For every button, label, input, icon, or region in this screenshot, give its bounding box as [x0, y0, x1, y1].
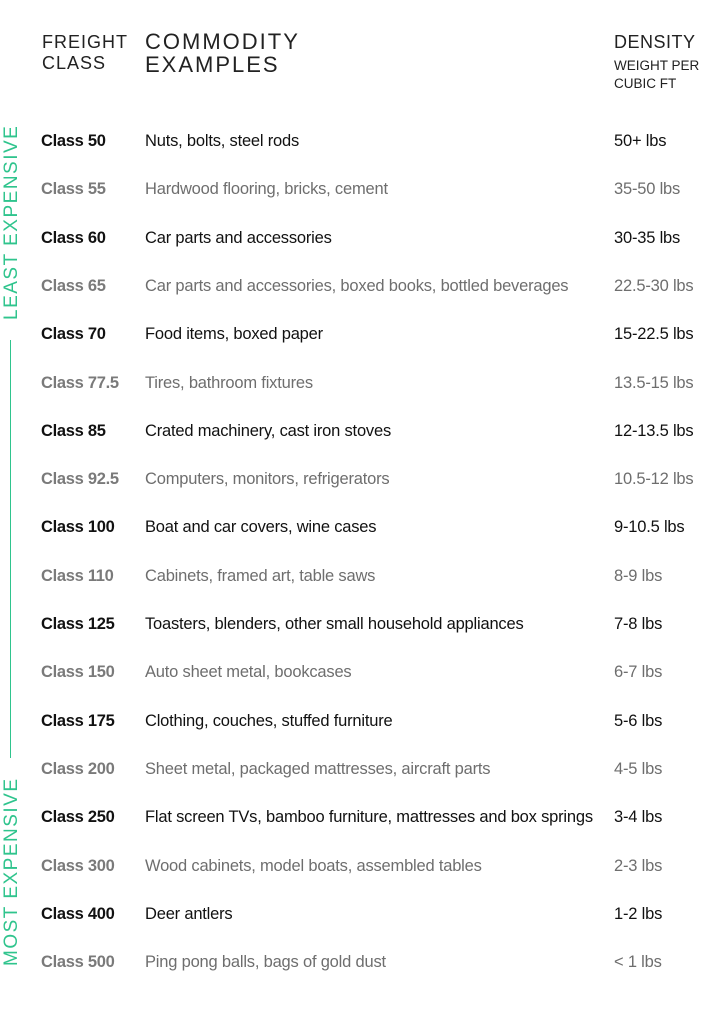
- density-cell: 7-8 lbs: [614, 615, 663, 633]
- most-expensive-label: MOST EXPENSIVE: [1, 777, 22, 966]
- freight-class-cell: Class 250: [41, 808, 115, 827]
- commodity-examples-cell: Food items, boxed paper: [145, 325, 323, 344]
- table-row: [0, 179, 725, 227]
- density-subheader-line2: CUBIC FT: [614, 76, 677, 91]
- freight-class-cell: Class 50: [41, 132, 106, 150]
- commodity-examples-cell: Boat and car covers, wine cases: [145, 518, 377, 537]
- freight-class-cell: Class 77.5: [41, 373, 119, 392]
- density-cell: 5-6 lbs: [614, 711, 663, 730]
- commodity-header-line2: EXAMPLES: [145, 52, 280, 77]
- table-row: [0, 421, 725, 469]
- density-cell: 10.5-12 lbs: [614, 470, 694, 489]
- freight-class-header-line1: FREIGHT: [42, 32, 128, 52]
- table-row: [0, 904, 725, 952]
- commodity-examples-cell: Computers, monitors, refrigerators: [145, 470, 390, 489]
- freight-class-cell: Class 100: [41, 518, 115, 537]
- density-cell: 30-35 lbs: [614, 228, 681, 247]
- density-header: DENSITY: [614, 32, 696, 52]
- least-expensive-label: LEAST EXPENSIVE: [1, 124, 22, 320]
- density-cell: 8-9 lbs: [614, 566, 663, 585]
- density-cell: 9-10.5 lbs: [614, 518, 685, 537]
- density-cell: < 1 lbs: [614, 953, 662, 972]
- table-row: [0, 276, 725, 324]
- density-cell: 6-7 lbs: [614, 663, 663, 682]
- density-cell: 50+ lbs: [614, 132, 667, 150]
- density-subheader: [614, 57, 724, 93]
- commodity-examples-header: [145, 30, 300, 76]
- table-row: [0, 469, 725, 517]
- density-cell: 22.5-30 lbs: [614, 276, 694, 295]
- commodity-examples-cell: Hardwood flooring, bricks, cement: [145, 180, 388, 199]
- table-row: [0, 711, 725, 759]
- table-row: [0, 614, 725, 662]
- freight-class-cell: Class 500: [41, 953, 115, 972]
- commodity-examples-cell: Tires, bathroom fixtures: [145, 373, 313, 392]
- commodity-examples-cell: Car parts and accessories: [145, 228, 332, 247]
- commodity-examples-cell: Cabinets, framed art, table saws: [145, 566, 376, 585]
- commodity-examples-cell: Flat screen TVs, bamboo furniture, mattresses and box springs: [145, 808, 593, 827]
- freight-class-header: [42, 32, 128, 74]
- table-row: [0, 131, 725, 179]
- density-cell: 12-13.5 lbs: [614, 421, 694, 440]
- commodity-examples-cell: Auto sheet metal, bookcases: [145, 663, 352, 682]
- commodity-examples-cell: Nuts, bolts, steel rods: [145, 132, 300, 150]
- freight-class-header-line2: CLASS: [42, 53, 107, 73]
- freight-class-cell: Class 70: [41, 325, 106, 344]
- table-row: [0, 566, 725, 614]
- density-cell: 15-22.5 lbs: [614, 325, 694, 344]
- table-row: [0, 228, 725, 276]
- density-cell: 2-3 lbs: [614, 856, 663, 875]
- freight-class-cell: Class 200: [41, 759, 115, 778]
- table-row: [0, 517, 725, 565]
- commodity-examples-cell: Toasters, blenders, other small household appliances: [145, 615, 524, 633]
- table-row: [0, 662, 725, 710]
- freight-class-cell: Class 60: [41, 228, 106, 247]
- freight-class-cell: Class 125: [41, 615, 115, 633]
- table-row: [0, 324, 725, 372]
- freight-class-cell: Class 150: [41, 663, 115, 682]
- density-cell: 4-5 lbs: [614, 759, 663, 778]
- commodity-examples-cell: Ping pong balls, bags of gold dust: [145, 953, 386, 972]
- freight-class-cell: Class 175: [41, 711, 115, 730]
- density-cell: 13.5-15 lbs: [614, 373, 694, 392]
- freight-class-cell: Class 55: [41, 180, 106, 199]
- freight-class-cell: Class 65: [41, 276, 106, 295]
- density-cell: 35-50 lbs: [614, 180, 681, 199]
- commodity-header-line1: COMMODITY: [145, 29, 300, 54]
- density-cell: 3-4 lbs: [614, 808, 663, 827]
- table-row: [0, 759, 725, 807]
- commodity-examples-cell: Deer antlers: [145, 904, 233, 923]
- table-row: [0, 373, 725, 421]
- freight-class-cell: Class 85: [41, 421, 106, 440]
- table-row: [0, 856, 725, 904]
- table-row: [0, 807, 725, 855]
- commodity-examples-cell: Clothing, couches, stuffed furniture: [145, 711, 393, 730]
- commodity-examples-cell: Wood cabinets, model boats, assembled tables: [145, 856, 482, 875]
- freight-class-cell: Class 300: [41, 856, 115, 875]
- freight-class-cell: Class 92.5: [41, 470, 119, 489]
- table-row: [0, 952, 725, 1000]
- freight-class-cell: Class 110: [41, 566, 114, 585]
- commodity-examples-cell: Crated machinery, cast iron stoves: [145, 421, 391, 440]
- commodity-examples-cell: Sheet metal, packaged mattresses, aircraft parts: [145, 759, 491, 778]
- density-subheader-line1: WEIGHT PER: [614, 58, 700, 73]
- density-cell: 1-2 lbs: [614, 904, 663, 923]
- commodity-examples-cell: Car parts and accessories, boxed books, bottled beverages: [145, 276, 569, 295]
- freight-class-cell: Class 400: [41, 904, 115, 923]
